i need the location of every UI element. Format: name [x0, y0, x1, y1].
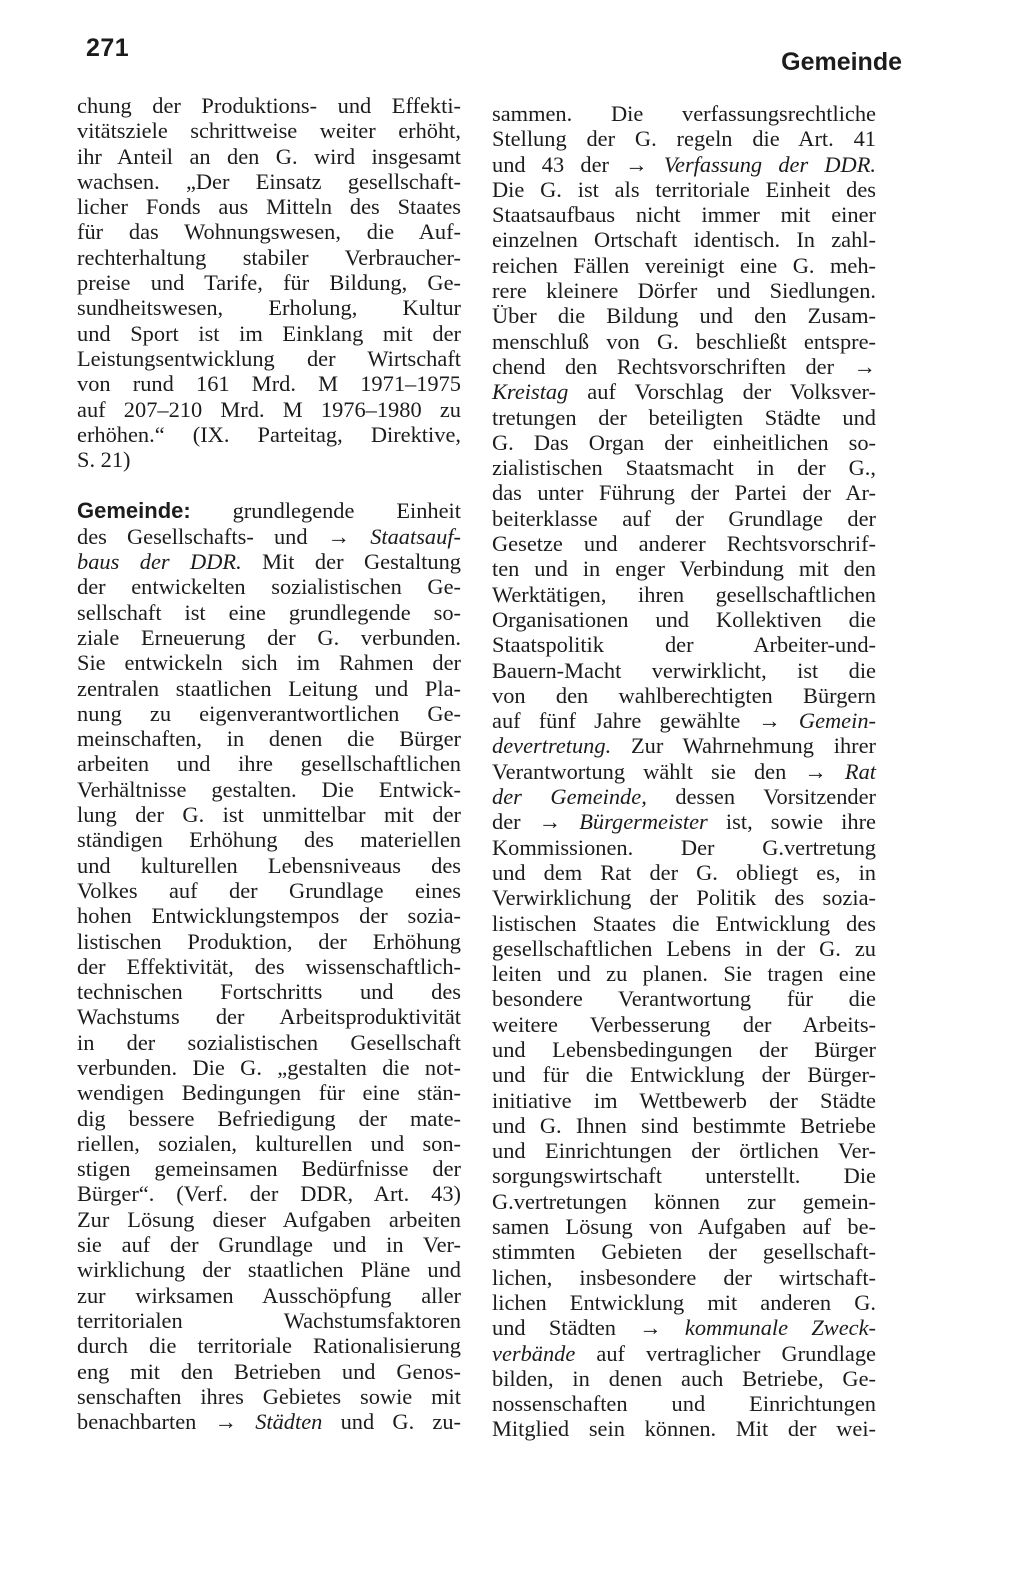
text-segment: Zur Lösung dieser Aufgaben arbeiten — [77, 1206, 461, 1232]
text-segment: auf vertraglicher Grundlage — [575, 1340, 876, 1366]
text-line — [492, 202, 876, 227]
text-segment: ist, sowie ihre — [707, 809, 876, 835]
text-segment: meinschaften, in denen die Bürger — [77, 726, 461, 752]
text-line — [77, 524, 461, 549]
text-segment: dig bessere Befriedigung der mate- — [77, 1105, 461, 1131]
text-segment: Kommissionen. Der G.vertretung — [492, 834, 876, 860]
text-segment: G. Das Organ der einheitlichen so- — [492, 429, 876, 455]
text-line — [77, 777, 461, 802]
text-segment: Die G. ist als territoriale Einheit des — [492, 176, 876, 202]
text-line — [492, 354, 876, 379]
running-head: Gemeinde — [781, 48, 902, 76]
text-segment: chend den Rechtsvorschriften der → — [492, 353, 876, 379]
text-line — [492, 683, 876, 708]
text-line — [77, 625, 461, 650]
text-line — [77, 903, 461, 928]
cross-reference: baus der DDR. — [77, 549, 242, 575]
text-line — [77, 270, 461, 295]
text-line — [77, 321, 461, 346]
text-line — [77, 169, 461, 194]
text-line — [492, 1290, 876, 1315]
text-segment: für das Wohnungswesen, die Auf- — [77, 219, 461, 245]
text-line — [492, 1391, 876, 1416]
text-line — [77, 549, 461, 574]
text-line — [77, 1333, 461, 1358]
cross-reference: kommunale Zweck- — [684, 1315, 876, 1341]
text-line — [77, 219, 461, 244]
text-segment: tretungen der beteiligten Städte und — [492, 404, 876, 430]
text-line — [492, 253, 876, 278]
text-line — [492, 1341, 876, 1366]
text-segment: und kulturellen Lebensniveaus des — [77, 852, 461, 878]
text-segment: sorgungswirtschaft unterstellt. Die — [492, 1163, 876, 1189]
text-line — [77, 1359, 461, 1384]
text-segment: der → — [492, 809, 580, 835]
text-segment: des Gesellschafts- und → — [77, 523, 371, 549]
cross-reference: Städten — [255, 1409, 323, 1435]
text-line — [492, 303, 876, 328]
text-line — [77, 802, 461, 827]
cross-reference: Staatsauf- — [370, 523, 461, 549]
text-line — [492, 430, 876, 455]
text-segment: lichen Entwicklung mit anderen G. — [492, 1289, 876, 1315]
text-segment: das unter Führung der Partei der Ar- — [492, 480, 876, 506]
text-line — [492, 480, 876, 505]
paragraph-gap — [77, 472, 461, 498]
cross-reference: Verfassung der DDR. — [663, 151, 876, 177]
text-segment: erhöhen.“ (IX. Parteitag, Direktive, — [77, 421, 461, 447]
text-segment: samen Lösung von Aufgaben auf be- — [492, 1214, 876, 1240]
text-line — [492, 632, 876, 657]
text-segment: Gesetze und anderer Rechtsvorschrif- — [492, 531, 876, 557]
text-segment: nossenschaften und Einrichtungen — [492, 1391, 876, 1417]
text-line — [77, 447, 461, 472]
text-segment: Organisationen und Kollektiven die — [492, 606, 876, 632]
text-segment: ziale Erneuerung der G. verbunden. — [77, 624, 461, 650]
text-line — [77, 1080, 461, 1105]
text-line — [492, 556, 876, 581]
text-segment: Leistungsentwicklung der Wirtschaft — [77, 345, 461, 371]
text-segment: preise und Tarife, für Bildung, Ge- — [77, 270, 461, 296]
text-line — [77, 295, 461, 320]
text-segment: nung zu eigenverantwortlichen Ge- — [77, 700, 461, 726]
text-segment: technischen Fortschritts und des — [77, 979, 461, 1005]
text-segment: Sie entwickeln sich im Rahmen der — [77, 650, 461, 676]
text-line — [492, 809, 876, 834]
text-line — [492, 1239, 876, 1264]
text-segment: und für die Entwicklung der Bürger- — [492, 1062, 876, 1088]
text-line — [492, 1416, 876, 1441]
text-line — [77, 954, 461, 979]
text-line — [77, 878, 461, 903]
text-segment: stigen gemeinsamen Bedürfnisse der — [77, 1156, 461, 1182]
page-number: 271 — [86, 34, 130, 62]
text-segment: Zur Wahrnehmung ihrer — [611, 733, 876, 759]
text-line — [492, 126, 876, 151]
text-segment: und Sport ist im Einklang mit der — [77, 320, 461, 346]
text-line — [492, 784, 876, 809]
text-segment: sundheitswesen, Erholung, Kultur — [77, 295, 461, 321]
text-segment: besondere Verantwortung für die — [492, 986, 876, 1012]
text-line — [492, 1315, 876, 1340]
text-line — [492, 961, 876, 986]
text-segment: S. 21) — [77, 447, 131, 473]
text-segment: licher Fonds aus Mitteln des Staates — [77, 194, 461, 220]
text-segment: Volkes auf der Grundlage eines — [77, 877, 461, 903]
text-line — [492, 759, 876, 784]
cross-reference: Rat — [844, 758, 876, 784]
text-segment: lichen, insbesondere der wirtschaft- — [492, 1264, 876, 1290]
text-segment: wendigen Bedingungen für eine stän- — [77, 1080, 461, 1106]
text-segment: vitätsziele schrittweise weiter erhöht, — [77, 118, 461, 144]
text-segment: bilden, in denen auch Betriebe, Ge- — [492, 1365, 876, 1391]
text-segment: ihr Anteil an den G. wird insgesamt — [77, 143, 461, 169]
entry-headword: Gemeinde: — [77, 498, 191, 524]
text-segment: menschluß von G. beschließt entspre- — [492, 328, 876, 354]
text-line — [77, 929, 461, 954]
text-line — [492, 152, 876, 177]
text-segment: und G. zu- — [322, 1409, 461, 1435]
text-segment: und 43 der → — [492, 151, 664, 177]
text-line — [492, 1062, 876, 1087]
text-line — [77, 1106, 461, 1131]
text-line — [77, 1004, 461, 1029]
text-segment: und G. Ihnen sind bestimmte Betriebe — [492, 1112, 876, 1138]
text-line — [492, 455, 876, 480]
text-line — [77, 1384, 461, 1409]
text-segment: und Lebensbedingungen der Bürger — [492, 1036, 876, 1062]
text-line — [492, 911, 876, 936]
text-segment: senschaften ihres Gebietes sowie mit — [77, 1383, 461, 1409]
text-segment: zur wirksamen Ausschöpfung aller — [77, 1282, 461, 1308]
text-segment: Bürger“. (Verf. der DDR, Art. 43) — [77, 1181, 461, 1207]
text-segment: arbeiten und ihre gesellschaftlichen — [77, 751, 461, 777]
text-line — [492, 506, 876, 531]
text-line — [77, 600, 461, 625]
text-line — [492, 733, 876, 758]
text-line — [77, 1308, 461, 1333]
right-text-column — [492, 101, 876, 1442]
text-segment: hohen Entwicklungstempos der sozia- — [77, 903, 461, 929]
text-line — [77, 144, 461, 169]
text-line — [77, 422, 461, 447]
text-segment: weitere Verbesserung der Arbeits- — [492, 1011, 876, 1037]
cross-reference: devertretung. — [492, 733, 612, 759]
text-segment: rere kleinere Dörfer und Siedlungen. — [492, 278, 876, 304]
text-line — [492, 607, 876, 632]
text-line — [77, 346, 461, 371]
text-segment: auf Vorschlag der Volksver- — [568, 379, 876, 405]
text-segment: G.vertretungen können zur gemein- — [492, 1188, 876, 1214]
text-line — [77, 397, 461, 422]
text-line — [492, 1366, 876, 1391]
text-line — [492, 1012, 876, 1037]
text-line — [77, 1257, 461, 1282]
text-segment: von rund 161 Mrd. M 1971–1975 — [77, 371, 461, 397]
text-line — [492, 177, 876, 202]
left-text-column — [77, 93, 461, 1434]
text-line — [77, 1131, 461, 1156]
text-segment: chung der Produktions- und Effekti- — [77, 93, 461, 118]
text-segment: stimmten Gebieten der gesellschaft- — [492, 1239, 876, 1265]
text-segment: Bauern-Macht verwirklicht, ist die — [492, 657, 876, 683]
text-line — [492, 278, 876, 303]
cross-reference: verbände — [492, 1340, 576, 1366]
text-line — [77, 1409, 461, 1434]
text-segment: auf 207–210 Mrd. M 1976–1980 zu — [77, 396, 461, 422]
text-line — [492, 405, 876, 430]
text-segment: ständigen Erhöhung des materiellen — [77, 827, 461, 853]
text-line — [77, 751, 461, 776]
text-segment: auf fünf Jahre gewählte → — [492, 708, 799, 734]
text-line — [492, 101, 876, 126]
text-segment: und dem Rat der G. obliegt es, in — [492, 859, 876, 885]
text-line — [77, 726, 461, 751]
text-segment: Mit der Gestaltung — [241, 549, 461, 575]
text-segment: territorialen Wachstumsfaktoren — [77, 1307, 461, 1333]
text-segment: Verhältnisse gestalten. Die Entwick- — [77, 776, 461, 802]
text-segment: rechterhaltung stabiler Verbraucher- — [77, 244, 461, 270]
text-segment: initiative im Wettbewerb der Städte — [492, 1087, 876, 1113]
text-line — [492, 582, 876, 607]
cross-reference: der Gemeinde, — [492, 784, 647, 810]
text-line — [77, 979, 461, 1004]
text-line — [77, 701, 461, 726]
text-segment: Verantwortung wählt sie den → — [492, 758, 845, 784]
text-segment: einzelnen Ortschaft identisch. In zahl- — [492, 227, 876, 253]
text-line — [492, 885, 876, 910]
text-segment: sie auf der Grundlage und in Ver- — [77, 1232, 461, 1258]
text-line — [77, 676, 461, 701]
text-segment: Wachstums der Arbeitsproduktivität — [77, 1004, 461, 1030]
text-segment: zialistischen Staatsmacht in der G., — [492, 455, 876, 481]
text-segment: Verwirklichung der Politik des sozia- — [492, 885, 876, 911]
cross-reference: Gemein- — [798, 708, 876, 734]
text-segment: verbunden. Die G. „gestalten die not- — [77, 1054, 461, 1080]
text-segment: in der sozialistischen Gesellschaft — [77, 1029, 461, 1055]
text-line — [492, 835, 876, 860]
text-segment: Mitglied sein können. Mit der wei- — [492, 1416, 876, 1442]
text-line — [77, 853, 461, 878]
text-segment: gesellschaftlichen Lebens in der G. zu — [492, 935, 876, 961]
text-segment: wirklichung der staatlichen Pläne und — [77, 1257, 461, 1283]
text-line — [77, 498, 461, 523]
text-line — [492, 227, 876, 252]
text-segment: zentralen staatlichen Leitung und Pla- — [77, 675, 461, 701]
text-line — [492, 531, 876, 556]
text-segment: listischen Staates die Entwicklung des — [492, 910, 876, 936]
text-segment: der Effektivität, des wissenschaftlich- — [77, 953, 461, 979]
text-segment: und Städten → — [492, 1315, 685, 1341]
text-line — [77, 1232, 461, 1257]
text-line — [492, 658, 876, 683]
text-line — [492, 329, 876, 354]
text-segment: ten und in enger Verbindung mit den — [492, 556, 876, 582]
text-segment: leiten und zu planen. Sie tragen eine — [492, 961, 876, 987]
text-segment: sellschaft ist eine grundlegende so- — [77, 599, 461, 625]
text-line — [77, 1283, 461, 1308]
text-line — [492, 1037, 876, 1062]
text-line — [77, 574, 461, 599]
text-segment: sammen. Die verfassungsrechtliche — [492, 101, 876, 126]
text-line — [77, 118, 461, 143]
text-line — [77, 1207, 461, 1232]
text-segment: beiterklasse auf der Grundlage der — [492, 505, 876, 531]
text-line — [77, 371, 461, 396]
text-segment: riellen, sozialen, kulturellen und son- — [77, 1130, 461, 1156]
text-segment: grundlegende Einheit — [190, 498, 461, 524]
text-line — [77, 827, 461, 852]
text-line — [77, 1181, 461, 1206]
text-segment: Werktätigen, ihren gesellschaftlichen — [492, 581, 876, 607]
text-segment: der entwickelten sozialistischen Ge- — [77, 574, 461, 600]
text-segment: listischen Produktion, der Erhöhung — [77, 928, 461, 954]
text-line — [492, 1214, 876, 1239]
text-line — [492, 1138, 876, 1163]
cross-reference: Kreistag — [492, 379, 569, 405]
text-line — [492, 936, 876, 961]
text-line — [492, 986, 876, 1011]
text-line — [492, 1265, 876, 1290]
text-segment: und Einrichtungen der örtlichen Ver- — [492, 1138, 876, 1164]
text-line — [492, 1113, 876, 1138]
text-line — [492, 1163, 876, 1188]
text-segment: durch die territoriale Rationalisierung — [77, 1333, 461, 1359]
text-line — [77, 1055, 461, 1080]
text-line — [492, 708, 876, 733]
text-line — [492, 1088, 876, 1113]
text-line — [77, 194, 461, 219]
text-line — [77, 93, 461, 118]
text-line — [77, 1030, 461, 1055]
text-segment: dessen Vorsitzender — [646, 784, 876, 810]
text-segment: Stellung der G. regeln die Art. 41 — [492, 126, 876, 152]
text-segment: Staatspolitik der Arbeiter-und- — [492, 632, 876, 658]
text-line — [492, 860, 876, 885]
text-line — [77, 1156, 461, 1181]
text-segment: von den wahlberechtigten Bürgern — [492, 682, 876, 708]
text-line — [77, 245, 461, 270]
text-segment: lung der G. ist unmittelbar mit der — [77, 802, 461, 828]
text-segment: benachbarten → — [77, 1409, 256, 1435]
cross-reference: Bürgermeister — [579, 809, 708, 835]
text-line — [492, 1189, 876, 1214]
text-segment: Über die Bildung und den Zusam- — [492, 303, 876, 329]
text-segment: Staatsaufbaus nicht immer mit einer — [492, 202, 876, 228]
text-line — [492, 379, 876, 404]
text-segment: wachsen. „Der Einsatz gesellschaft- — [77, 168, 461, 194]
text-line — [77, 650, 461, 675]
text-segment: eng mit den Betrieben und Genos- — [77, 1358, 461, 1384]
text-segment: reichen Fällen vereinigt eine G. meh- — [492, 252, 876, 278]
